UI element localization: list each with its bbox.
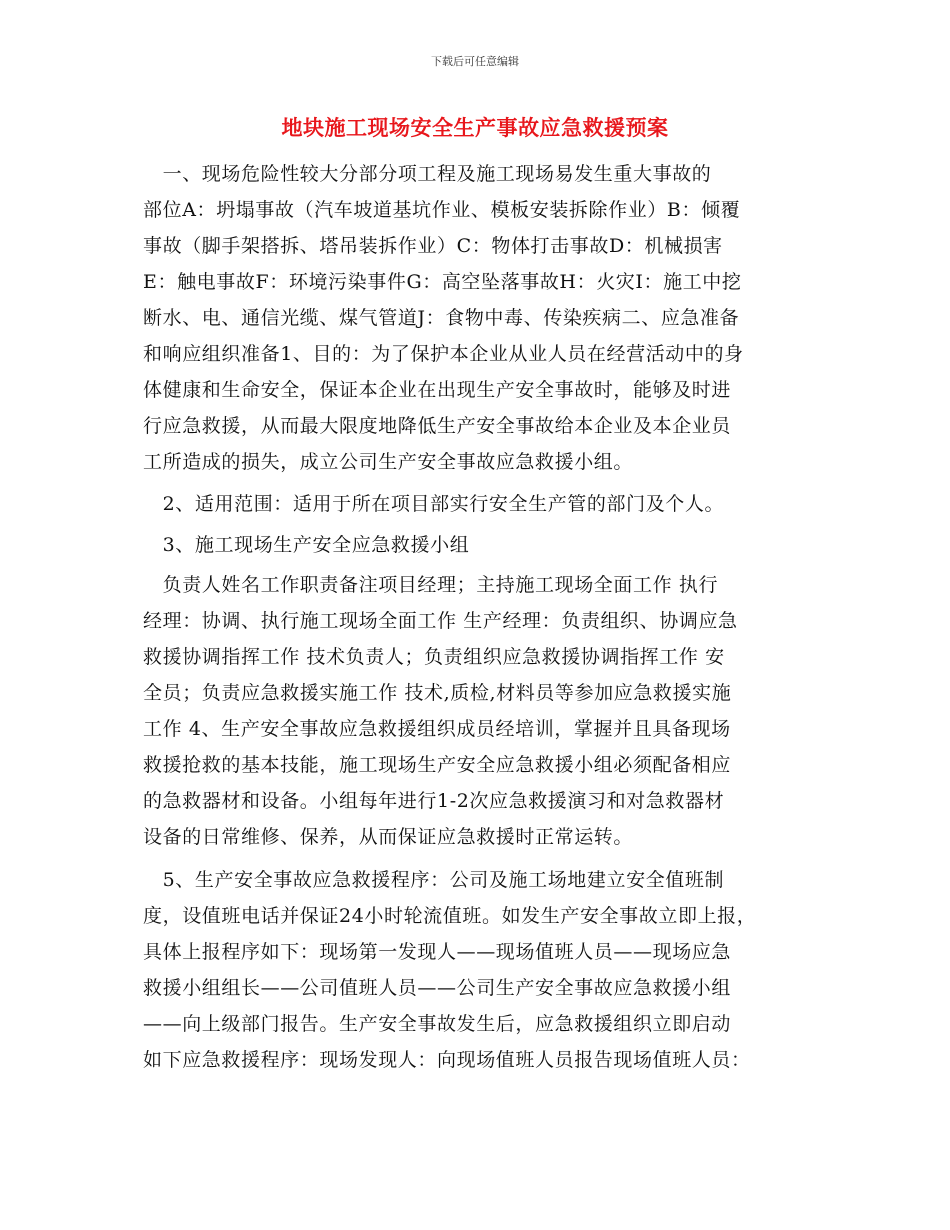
text-line: 部位A：坍塌事故（汽车坡道基坑作业、模板安装拆除作业）B：倾覆: [143, 199, 741, 221]
text-line: 救援抢救的基本技能，施工现场生产安全应急救援小组必须配备相应: [143, 754, 732, 776]
text-line: 负责人姓名工作职责备注项目经理；主持施工现场全面工作 执行: [143, 574, 719, 596]
text-line: 全员；负责应急救援实施工作 技术,质检,材料员等参加应急救援实施: [143, 682, 732, 704]
text-line: 工作 4、生产安全事故应急救援组织成员经培训，掌握并且具备现场: [143, 718, 731, 740]
text-line: 一、现场危险性较大分部分项工程及施工现场易发生重大事故的: [143, 163, 712, 185]
text-line: 救援小组组长——公司值班人员——公司生产安全事故应急救援小组: [143, 977, 732, 999]
text-line: 和响应组织准备1、目的：为了保护本企业从业人员在经营活动中的身: [143, 343, 744, 365]
text-line: 经理：协调、执行施工现场全面工作 生产经理：负责组织、协调应急: [143, 610, 738, 632]
text-line: 体健康和生命安全，保证本企业在出现生产安全事故时，能够及时进: [143, 379, 732, 401]
page-header: 下载后可任意编辑: [431, 55, 519, 68]
text-line: 度，设值班电话并保证24小时轮流值班。如发生产安全事故立即上报，: [143, 905, 757, 927]
text-line: 救援协调指挥工作 技术负责人；负责组织应急救援协调指挥工作 安: [143, 646, 725, 668]
text-line: 5、生产安全事故应急救援程序：公司及施工场地建立安全值班制: [143, 869, 725, 891]
text-line: E：触电事故F：环境污染事件G：高空坠落事故H：火灾I：施工中挖: [143, 271, 742, 293]
text-line: 如下应急救援程序：现场发现人：向现场值班人员报告现场值班人员：: [143, 1049, 751, 1071]
text-line: 断水、电、通信光缆、煤气管道J：食物中毒、传染疾病二、应急准备: [143, 307, 740, 329]
document-title: 地块施工现场安全生产事故应急救援预案: [281, 115, 669, 140]
text-line: 的急救器材和设备。小组每年进行1-2次应急救援演习和对急救器材: [143, 790, 725, 812]
text-line: 设备的日常维修、保养，从而保证应急救援时正常运转。: [143, 826, 634, 848]
text-line: 工所造成的损失，成立公司生产安全事故应急救援小组。: [143, 451, 634, 473]
text-line: 具体上报程序如下：现场第一发现人——现场值班人员——现场应急: [143, 941, 732, 963]
text-line: ——向上级部门报告。生产安全事故发生后，应急救援组织立即启动: [143, 1013, 732, 1035]
text-line: 3、施工现场生产安全应急救援小组: [143, 534, 470, 556]
text-line: 事故（脚手架搭拆、塔吊装拆作业）C：物体打击事故D：机械损害: [143, 235, 723, 257]
text-line: 2、适用范围：适用于所在项目部实行安全生产管的部门及个人。: [143, 493, 725, 515]
text-line: 行应急救援，从而最大限度地降低生产安全事故给本企业及本企业员: [143, 415, 732, 437]
